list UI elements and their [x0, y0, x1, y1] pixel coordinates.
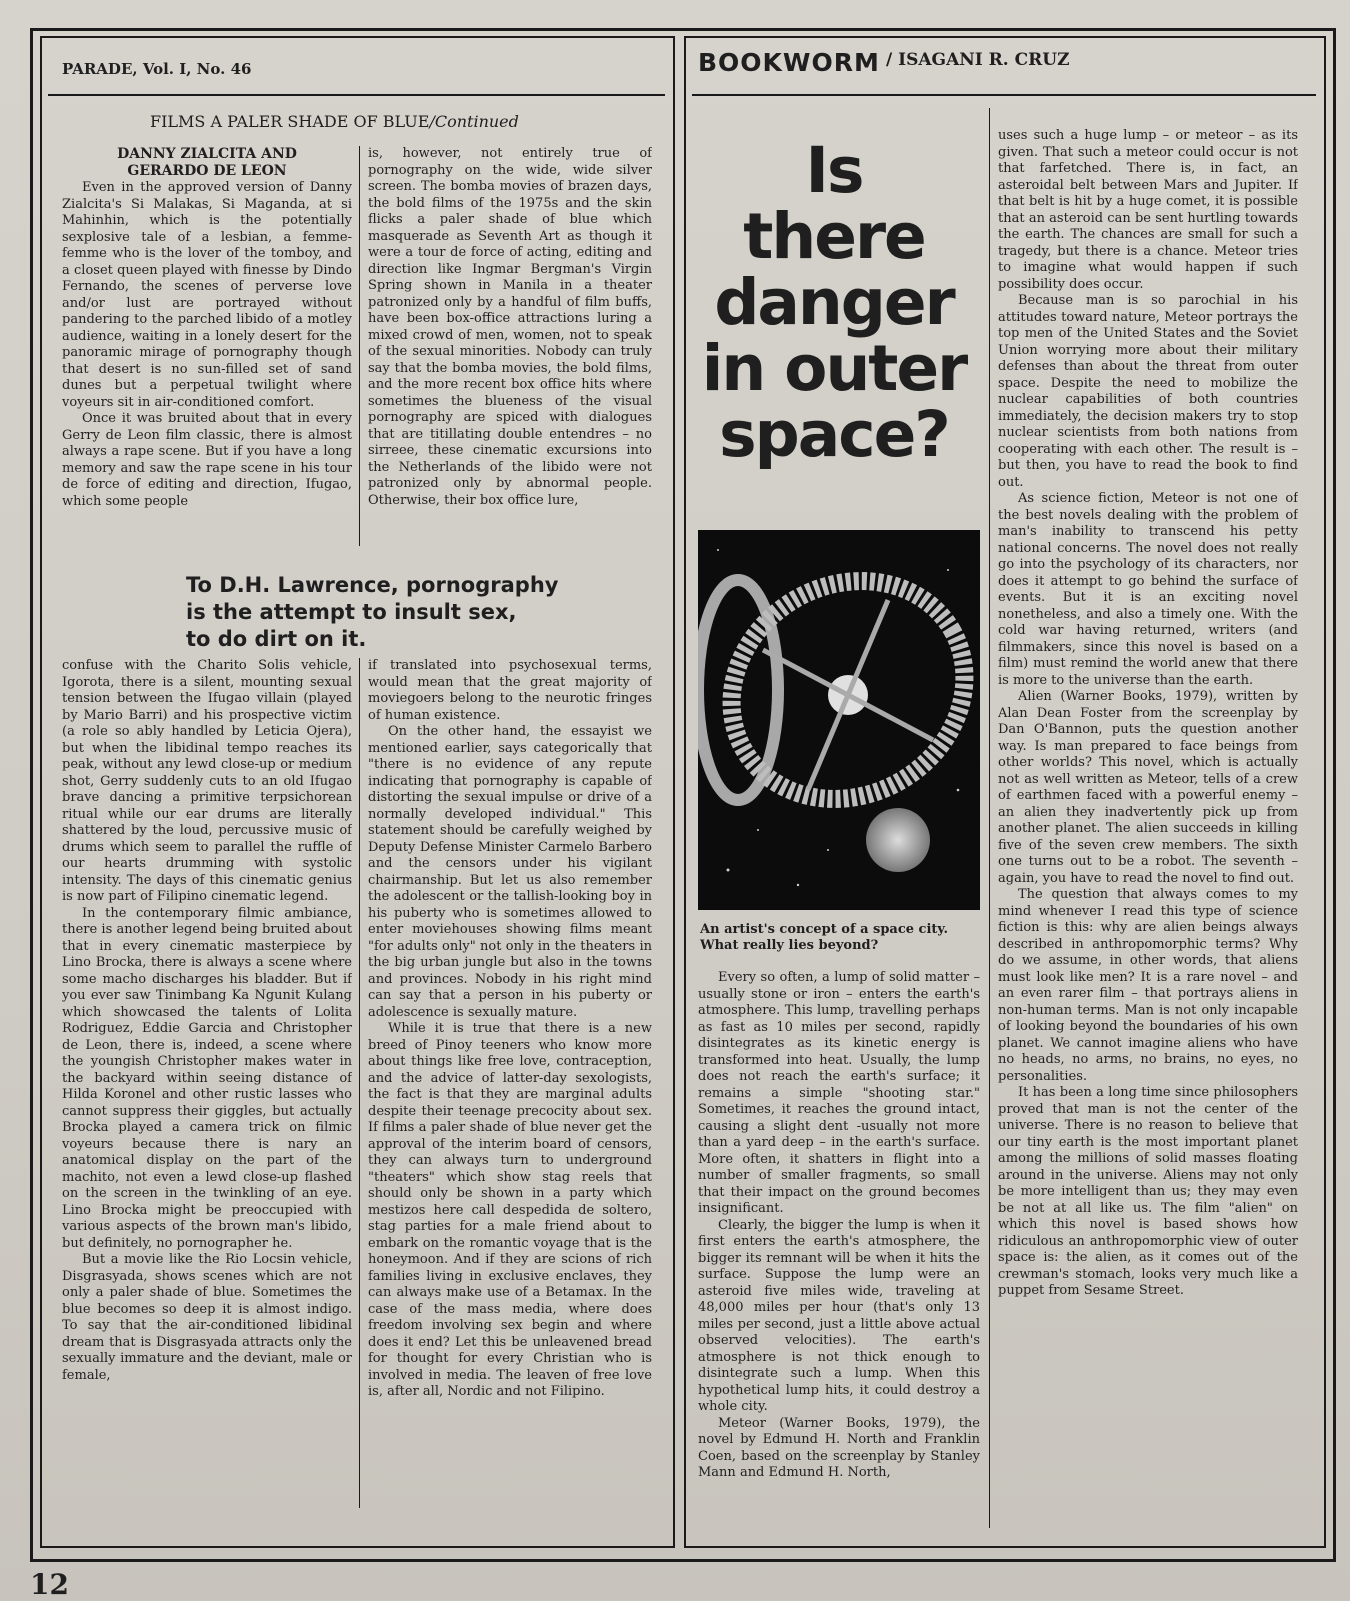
byline-line-2: GERARDO DE LEON — [127, 163, 287, 179]
paragraph: As science fiction, Meteor is not one of the best novels dealing with the problem of man's inability to transcend his petty national concerns. The novel does not really go into the psychology of its characters, nor does it attempt to go behind the surface of events. But it is an exciting novel nonetheless, and also a timely one. With the cold war having returned, writers (and filmmakers, since this novel is based on a film) must remind the world anew that there is more to the universe than the earth. — [998, 491, 1298, 688]
space-city-photo — [698, 530, 980, 910]
headline — [686, 134, 982, 471]
column-right — [998, 128, 1298, 1528]
paragraph: But a movie like the Rio Locsin vehicle, Disgrasyada, shows scenes which are not only a paler shade of blue. Sometimes the blue becomes so deep it is almost indigo. To say that the air-conditioned libidinal dream that is Disgrasyada attracts only the sexually immature and the deviant, male or female, — [62, 1252, 352, 1383]
films-article-panel — [40, 36, 675, 1548]
headline-line-1: Is — [805, 134, 863, 207]
column-name: BOOKWORM — [698, 48, 880, 77]
headline-line-4: in outer — [701, 332, 967, 405]
paragraph: Every so often, a lump of solid matter – usually stone or iron – enters the earth's atmosphere. This lump, travelling perhaps as fast as 10 miles per second, rapidly disintegrates as its kinetic energy is transformed into heat. Usually, the lump does not reach the earth's surface; it remains a simple "shooting star." Sometimes, it reaches the ground intact, causing a slight dent -usually not more than a yard deep – in the earth's surface. More often, it shatters in flight into a number of smaller fragments, so small that their impact on the ground becomes insignificant. — [698, 970, 980, 1216]
column-2-top — [368, 146, 652, 556]
column-middle — [698, 970, 980, 1530]
issue-header: PARADE, Vol. I, No. 46 — [62, 60, 252, 78]
section-title — [150, 112, 519, 131]
space-city-illustration — [698, 530, 980, 910]
paragraph: While it is true that there is a new breed of Pinoy teeners who know more about things like free love, contraception, and the advice of latter-day sexologists, the fact is that they are marginal adults despite their teenage precocity about sex. If films a paler shade of blue never get the approval of the interim board of censors, they can always turn to underground "theaters" which show stag reels that should only be shown in a party which mestizos here call despedida de soltero, stag parties for a male friend about to embark on the romantic voyage that is the honeymoon. And if they are scions of rich families living in exclusive enclaves, they can always make use of a Betamax. In the case of the mass media, where does freedom involving sex begin and where does it end? Let this be unleavened bread for thought for every Christian who is involved in media. The leaven of free love is, after all, Nordic and not Filipino. — [368, 1021, 652, 1399]
paragraph: In the contemporary filmic ambiance, there is another legend being bruited about that in every cinematic masterpiece by Lino Brocka, there is always a scene where some macho discharges his bladder. But if you ever saw Tinimbang Ka Ngunit Kulang which showcased the talents of Lolita Rodriguez, Eddie Garcia and Christopher de Leon, there is, indeed, a scene where the youngish Christopher makes water in the backyard within seeing distance of Hilda Koronel and other rustic lasses who cannot suppress their giggles, but actually Brocka played a camera trick on filmic voyeurs because there is nary an anatomical display on the part of the machito, not even a lewd close-up flashed on the screen in the twinkling of an eye. Lino Brocka might be preoccupied with various aspects of the brown man's libido, but definitely, no pornographer he. — [62, 905, 352, 1251]
paragraph: Clearly, the bigger the lump is when it first enters the earth's atmosphere, the bigger its remnant will be when it hits the surface. Suppose the lump were an asteroid five miles wide, traveling at 48,000 miles per hour (that's only 13 miles per second, just a little above actual observed velocities). The earth's atmosphere is not thick enough to disintegrate such a lump. When this hypothetical lump hits, it could destroy a whole city. — [698, 1217, 980, 1414]
section-title-text: FILMS A PALER SHADE OF BLUE — [150, 112, 430, 131]
column-1-top — [62, 146, 352, 556]
paragraph: Even in the approved version of Danny Zialcita's Si Malakas, Si Maganda, at si Mahinhin, which is the potentially sexplosive tale of a lesbian, a femme-femme who is the lover of the tomboy, and a closet queen played with finesse by Dindo Fernando, the scenes of perverse love and/or lust are portrayed without pandering to the parched libido of a motley audience, waiting in a lonely desert for the panoramic mirage of pornography though that desert is no sun-filled set of sand dunes but a perpetual twilight where voyeurs sit in air-conditioned comfort. — [62, 180, 352, 410]
column-divider — [359, 146, 360, 546]
paragraph: Alien (Warner Books, 1979), written by Alan Dean Foster from the screenplay by Dan O'Bannon, puts the question another way. Is man prepared to face beings from other worlds? This novel, which is actually not as well written as Meteor, tells of a crew of earthmen faced with a powerful enemy – an alien they inadvertently pick up from another planet. The alien succeeds in killing five of the seven crew members. The sixth one turns out to be a robot. The seventh – again, you have to read the novel to find out. — [998, 689, 1298, 886]
headline-line-5: space? — [719, 398, 949, 471]
column-divider — [989, 108, 990, 1528]
column-author: / ISAGANI R. CRUZ — [886, 50, 1070, 70]
column-1-bottom — [62, 658, 352, 1520]
headline-line-3: danger — [714, 266, 954, 339]
pull-quote — [186, 572, 558, 653]
column-divider — [359, 658, 360, 1508]
header-rule — [48, 94, 665, 96]
paragraph: Meteor (Warner Books, 1979), the novel by Edmund H. North and Franklin Coen, based on the screenplay by Stanley Mann and Edmund H. North, — [698, 1415, 980, 1480]
page-number: 12 — [30, 1568, 69, 1601]
byline-line-1: DANNY ZIALCITA AND — [117, 146, 297, 162]
paragraph: is, however, not entirely true of pornography on the wide, wide silver screen. The bomba movies of brazen days, the bold films of the 1975s and the skin flicks a paler shade of blue which masquerade as Seventh Art as though it were a tour de force of acting, editing and direction like Ingmar Bergman's Virgin Spring shown in Manila in a theater patronized only by a handful of film buffs, have been box-office attractions luring a mixed crowd of men, women, not to speak of the sexual minorities. Nobody can truly say that the bomba movies, the bold films, and the more recent box office hits where sometimes the blueness of the visual pornography are spiced with dialogues that are titillating double entendres – no sirreee, these cinematic excursions into the Netherlands of the libido were not patronized only by abnormal people. Otherwise, their box office lure, — [368, 146, 652, 508]
pull-quote-line-2: is the attempt to insult sex, — [186, 600, 517, 624]
paragraph: On the other hand, the essayist we mentioned earlier, says categorically that "there is no evidence of any repute indicating that pornography is capable of distorting the sexual impulse or drive of a normally developed individual." This statement should be carefully weighed by Deputy Defense Minister Carmelo Barbero and the censors under his vigilant chairmanship. But let us also remember the adolescent or the tallish-looking boy in his puberty who is sometimes allowed to enter moviehouses showing films meant "for adults only" not only in the theaters in the big urban jungle but also in the towns and provinces. Nobody in his right mind can say that a person in his puberty or adolescence is sexually mature. — [368, 724, 652, 1020]
paragraph: Because man is so parochial in his attitudes toward nature, Meteor portrays the top men of the United States and the Soviet Union worrying more about their military defenses than about the threat from outer space. Despite the need to mobilize the nuclear capabilities of both countries immediately, the decision makers try to stop nuclear scientists from both nations from cooperating with each other. The result is – but then, you have to read the book to find out. — [998, 293, 1298, 490]
header-rule — [692, 94, 1316, 96]
paragraph: if translated into psychosexual terms, would mean that the great majority of moviegoers belong to the neurotic fringes of human existence. — [368, 658, 652, 723]
pull-quote-line-1: To D.H. Lawrence, pornography — [186, 573, 559, 597]
section-continued: /Continued — [429, 112, 519, 131]
pull-quote-line-3: to do dirt on it. — [186, 627, 367, 651]
headline-line-2: there — [743, 200, 925, 273]
photo-caption: An artist's concept of a space city. What really lies beyond? — [700, 922, 949, 953]
paragraph: uses such a huge lump – or meteor – as its given. That such a meteor could occur is not that farfetched. There is, in fact, an asteroidal belt between Mars and Jupiter. If that belt is hit by a huge comet, it is possible that an asteroid can be sent hurtling towards the earth. The chances are small for such a tragedy, but there is a chance. Meteor tries to imagine what would happen if such possibility does occur. — [998, 128, 1298, 292]
paragraph: Once it was bruited about that in every Gerry de Leon film classic, there is almost always a rape scene. But if you have a long memory and saw the rape scene in his tour de force of editing and direction, Ifugao, which some people — [62, 411, 352, 509]
column-2-bottom — [368, 658, 652, 1520]
bookworm-column-panel — [684, 36, 1326, 1548]
paragraph: The question that always comes to my mind whenever I read this type of science fiction is this: why are alien beings always described in anthropomorphic terms? Why do we assume, in other words, that aliens must look like men? It is a rare novel – and an even rarer film – that portrays aliens in non-human terms. Man is not only incapable of looking beyond the boundaries of his own planet. We cannot imagine aliens who have no heads, no arms, no brains, no eyes, no personalities. — [998, 887, 1298, 1084]
paragraph: It has been a long time since philosophers proved that man is not the center of the universe. There is no reason to believe that our tiny earth is the most important planet among the millions of solid masses floating around in the universe. Aliens may not only be more intelligent than us; they may even be not at all like us. The film "alien" on which this novel is based shows how ridiculous an anthropomorphic view of outer space is: the alien, as it comes out of the crewman's stomach, looks very much like a puppet from Sesame Street. — [998, 1085, 1298, 1298]
paragraph: confuse with the Charito Solis vehicle, Igorota, there is a silent, mounting sexual tension between the Ifugao villain (played by Mario Barri) and his prospective victim (a role so ably handled by Leticia Ojera), but when the libidinal tempo reaches its peak, without any lewd close-up or medium shot, Gerry suddenly cuts to an old Ifugao brave dancing a primitive terpsichorean ritual while our ear drums are literally shattered by the loud, percussive music of drums which seem to parallel the ruffle of our hearts drumming with systolic intensity. The days of this cinematic genius is now part of Filipino cinematic legend. — [62, 658, 352, 904]
